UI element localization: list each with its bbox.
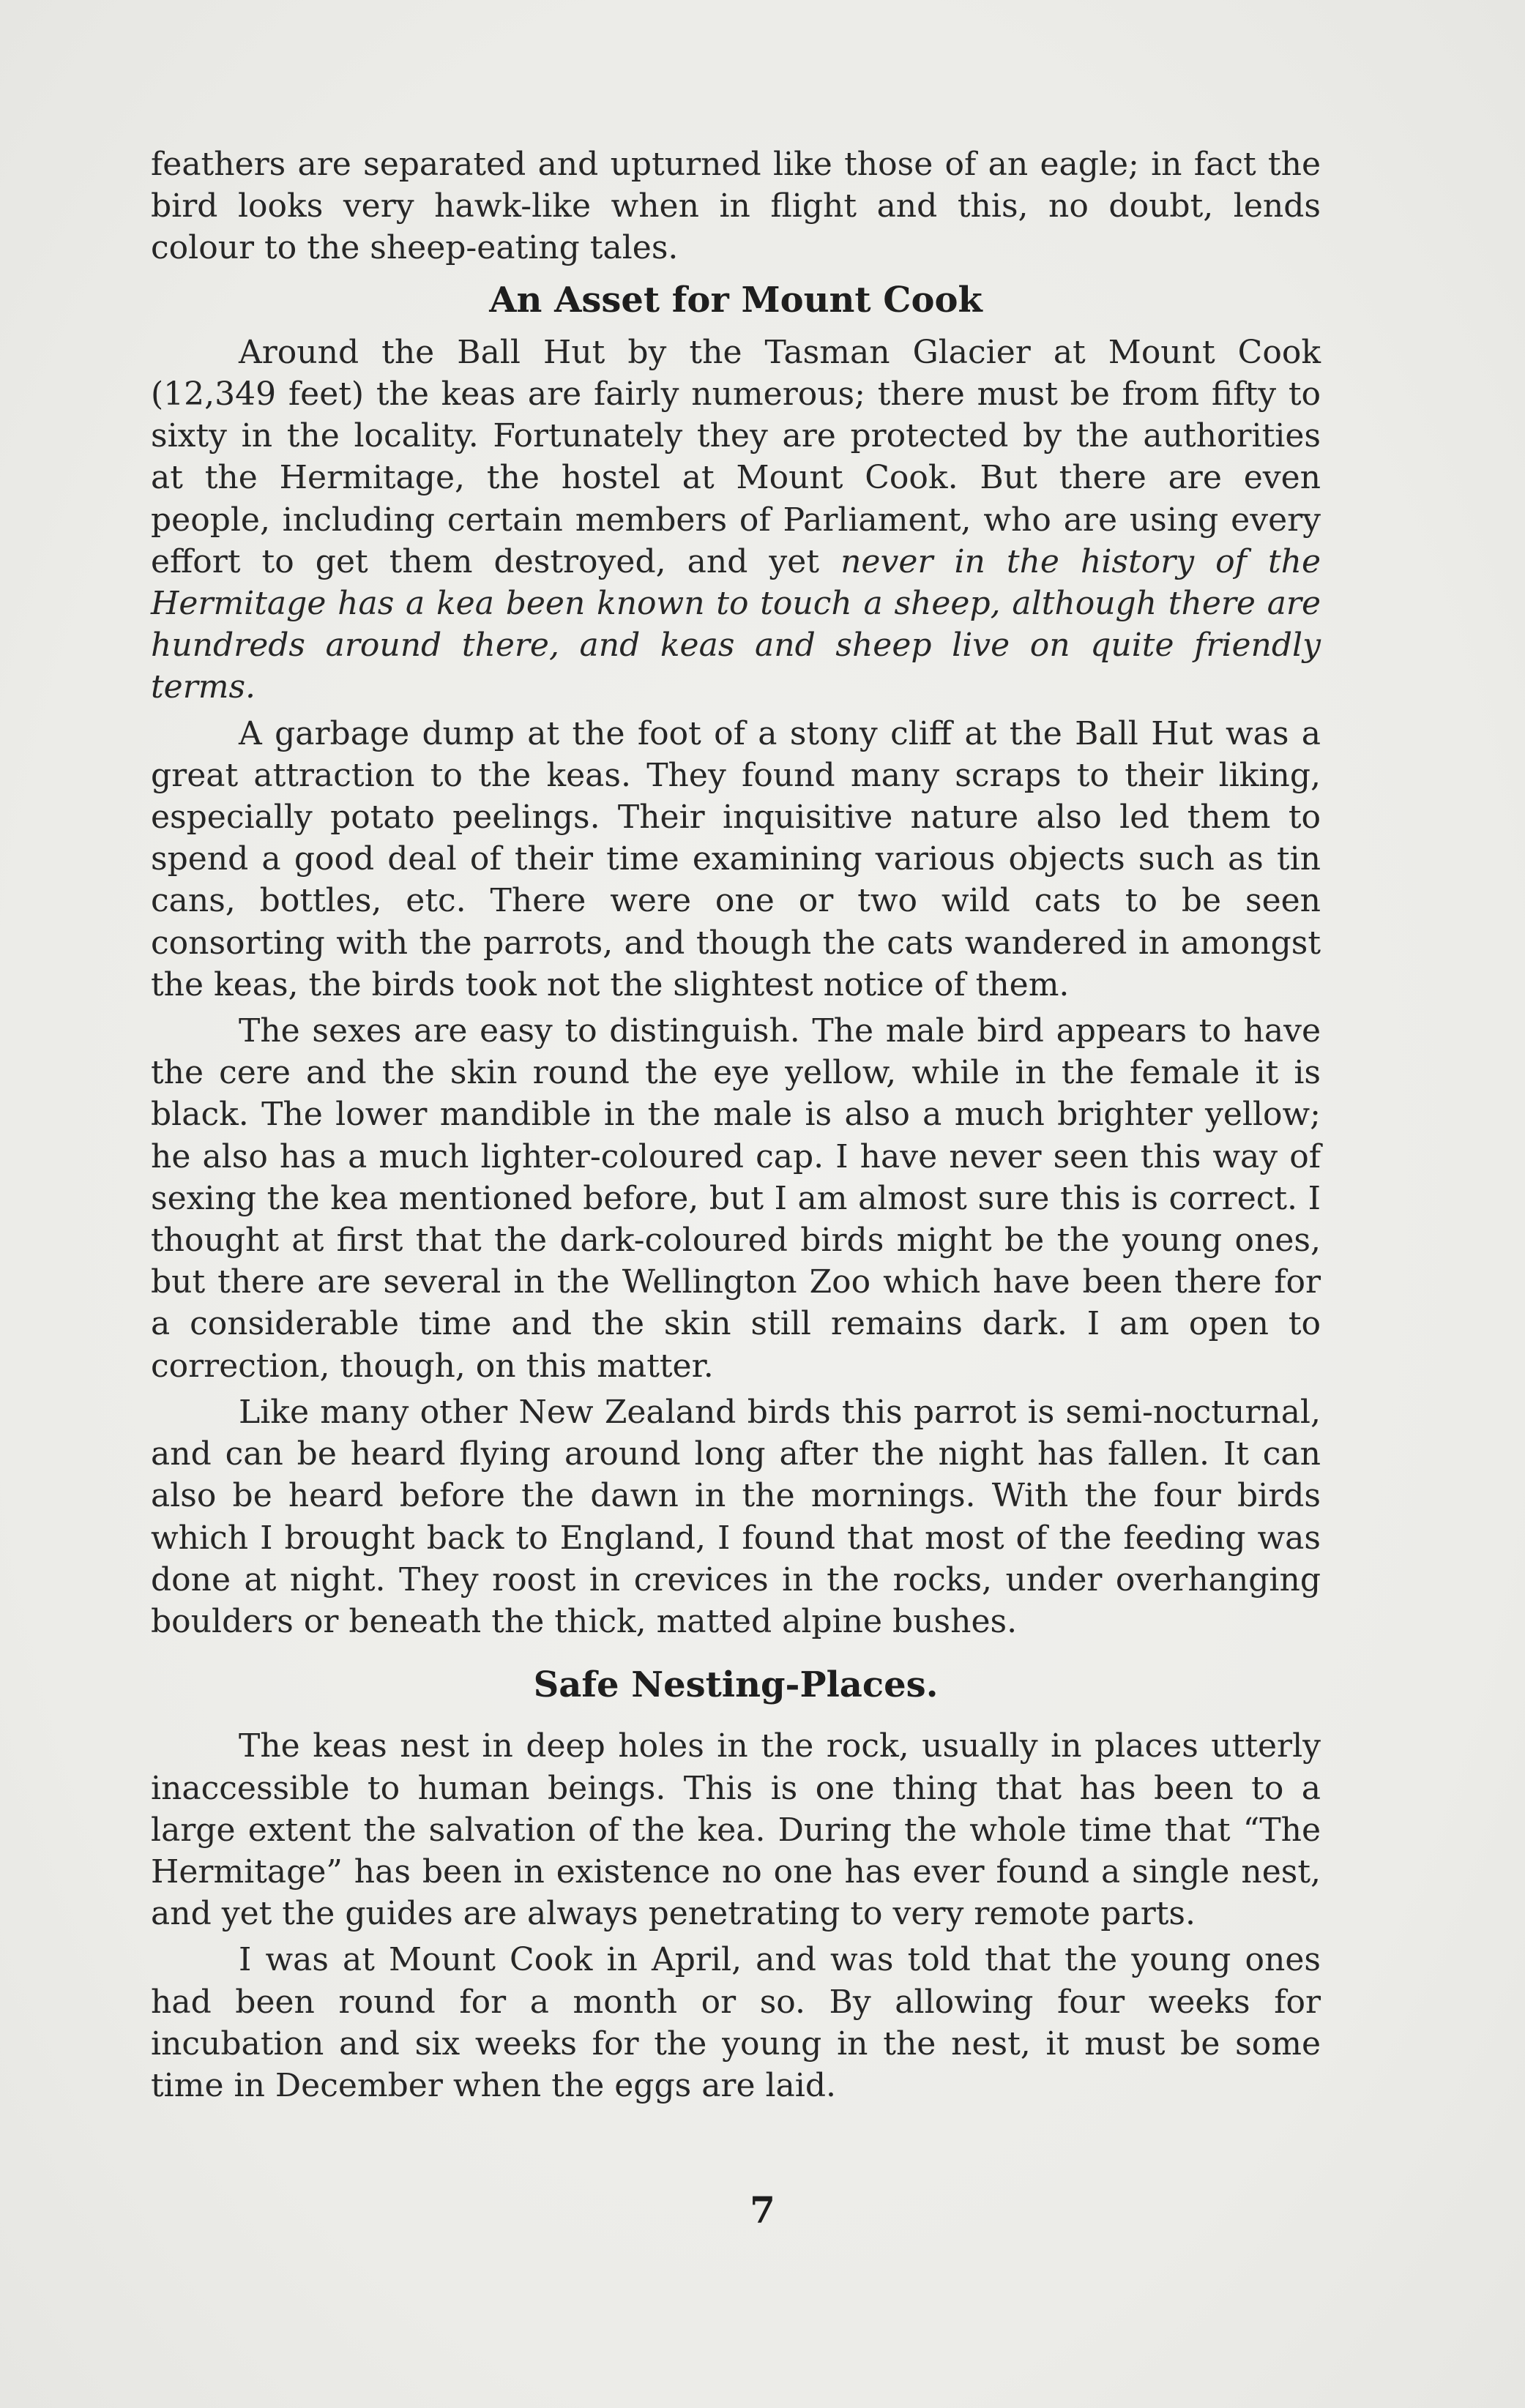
- paragraph-ball-hut-text: Around the Ball Hut by the Tasman Glacier at Mount Cook (12,349 feet) the keas are fairly numerous; there must be from fifty to sixty in the locality. Fortunately they are protected by the authorities at the Hermitage, the hostel at Mount Cook. But there are even people, including certain members of Parliament, who are using every effort to get them destroyed, and yet: [151, 333, 1321, 580]
- section-heading-safe-nesting-places: Safe Nesting-Places.: [533, 1664, 939, 1706]
- section-heading-asset-for-mount-cook: An Asset for Mount Cook: [489, 279, 983, 321]
- paragraph-mount-cook-april: I was at Mount Cook in April, and was told that the young ones had been round for a month or so. By allowing four weeks for incubation and six weeks for the young in the nest, it must be some time in December when the eggs are laid.: [151, 1941, 1321, 2104]
- page-number: 7: [750, 2188, 775, 2232]
- paragraph-continued: feathers are separated and upturned like those of an eagle; in fact the bird looks very hawk-like when in flight and this, no doubt, lends colour to the sheep-eating tales.: [151, 146, 1321, 267]
- paragraph-garbage-dump: A garbage dump at the foot of a stony cliff at the Ball Hut was a great attraction to the keas. They found many scraps to their liking, especially potato peelings. Their inquisitive nature also led them to spend a good deal of their time examining various objects such as tin cans, bottles, etc. There were one or two wild cats to be seen consorting with the parrots, and though the cats wandered in amongst the keas, the birds took not the slightest notice of them.: [151, 714, 1321, 1003]
- paragraph-ball-hut-italic: never in the history of the Hermitage has a kea been known to touch a sheep, although there are hundreds around there, and keas and sheep live on quite friendly terms.: [151, 542, 1321, 706]
- paragraph-sexes: The sexes are easy to distinguish. The male bird appears to have the cere and the skin round the eye yellow, while in the female it is black. The lower mandible in the male is also a much brighter yellow; he also has a much lighter-coloured cap. I have never seen this way of sexing the kea mentioned before, but I am almost sure this is correct. I thought at first that the dark-coloured birds might be the young ones, but there are several in the Wellington Zoo which have been there for a considerable time and the skin still remains dark. I am open to correction, though, on this matter.: [151, 1012, 1321, 1385]
- paragraph-ball-hut: [151, 332, 1321, 708]
- paragraph-nocturnal: Like many other New Zealand birds this parrot is semi-nocturnal, and can be heard flying around long after the night has fallen. It can also be heard before the dawn in the mornings. With the four birds which I brought back to England, I found that most of the feeding was done at night. They roost in crevices in the rocks, under overhanging boulders or beneath the thick, matted alpine bushes.: [151, 1393, 1321, 1640]
- page-text: [151, 143, 1321, 2106]
- paragraph-nesting: The keas nest in deep holes in the rock, usually in places utterly inaccessible to human beings. This is one thing that has been to a large extent the salvation of the kea. During the whole time that “The Hermitage” has been in existence no one has ever found a single nest, and yet the guides are always penetrating to very remote parts.: [151, 1727, 1321, 1933]
